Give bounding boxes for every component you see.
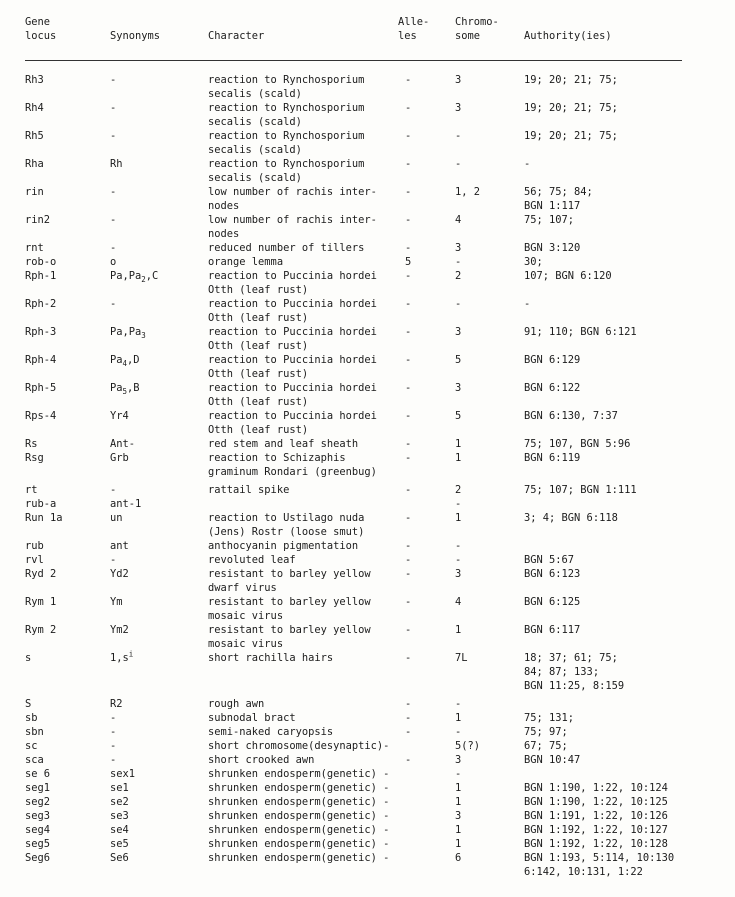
cell-alleles: - bbox=[405, 410, 412, 422]
cell-gene-locus: Rph-3 bbox=[25, 326, 57, 338]
cell-character: resistant to barley yellow mosaic virus bbox=[208, 624, 371, 650]
cell-character: low number of rachis inter- nodes bbox=[208, 186, 377, 212]
cell-gene-locus: rob-o bbox=[25, 256, 57, 268]
cell-gene-locus: Rps-4 bbox=[25, 410, 57, 422]
cell-chromosome: 6 bbox=[455, 852, 462, 864]
cell-synonyms: se5 bbox=[110, 838, 129, 850]
cell-chromosome: 4 bbox=[455, 596, 462, 608]
header-gene-locus: Gene locus bbox=[25, 16, 57, 42]
cell-chromosome: 5(?) bbox=[455, 740, 481, 752]
cell-character: shrunken endosperm(genetic) - bbox=[208, 768, 390, 780]
cell-synonyms: sex1 bbox=[110, 768, 136, 780]
table-row bbox=[0, 185, 735, 213]
cell-chromosome: 3 bbox=[455, 382, 462, 394]
cell-synonyms: - bbox=[110, 754, 117, 766]
table-row bbox=[0, 213, 735, 241]
cell-authority: BGN 3:120 bbox=[524, 242, 581, 254]
cell-character: rough awn bbox=[208, 698, 265, 710]
cell-authority: BGN 6:119 bbox=[524, 452, 581, 464]
cell-character: resistant to barley yellow mosaic virus bbox=[208, 596, 371, 622]
cell-character: reaction to Puccinia hordei Otth (leaf rust) bbox=[208, 298, 377, 324]
cell-gene-locus: S bbox=[25, 698, 32, 710]
cell-synonyms: $1,s^i$ bbox=[110, 649, 134, 664]
cell-alleles: - bbox=[405, 698, 412, 710]
cell-character: rattail spike bbox=[208, 484, 290, 496]
cell-gene-locus: sb bbox=[25, 712, 38, 724]
cell-synonyms: $Pa,Pa_3$ bbox=[110, 326, 146, 341]
cell-alleles: - bbox=[405, 382, 412, 394]
cell-authority: 91; 110; BGN 6:121 bbox=[524, 326, 637, 338]
cell-character: low number of rachis inter- nodes bbox=[208, 214, 377, 240]
cell-gene-locus: sca bbox=[25, 754, 44, 766]
cell-character: red stem and leaf sheath bbox=[208, 438, 359, 450]
cell-authority: 18; 37; 61; 75; 84; 87; 133; BGN 11:25, 8:159 bbox=[524, 652, 625, 692]
cell-gene-locus: Run 1a bbox=[25, 512, 63, 524]
table-row bbox=[0, 651, 735, 697]
cell-gene-locus: rub-a bbox=[25, 498, 57, 510]
cell-synonyms: Grb bbox=[110, 452, 129, 464]
cell-synonyms: Ym bbox=[110, 596, 123, 608]
cell-gene-locus: rvl bbox=[25, 554, 44, 566]
header-chromosome: Chromo- some bbox=[455, 16, 499, 42]
cell-chromosome: - bbox=[455, 540, 462, 552]
cell-synonyms: - bbox=[110, 554, 117, 566]
cell-synonyms: Yr4 bbox=[110, 410, 129, 422]
table-row bbox=[0, 851, 735, 879]
cell-chromosome: 5 bbox=[455, 410, 462, 422]
cell-synonyms: $Pa_4,D$ bbox=[110, 354, 140, 369]
cell-synonyms: - bbox=[110, 102, 117, 114]
cell-gene-locus: seg4 bbox=[25, 824, 51, 836]
cell-gene-locus: Rsg bbox=[25, 452, 44, 464]
cell-character: short rachilla hairs bbox=[208, 652, 334, 664]
cell-gene-locus: sbn bbox=[25, 726, 44, 738]
table-row bbox=[0, 409, 735, 437]
cell-chromosome: 3 bbox=[455, 242, 462, 254]
cell-chromosome: 1 bbox=[455, 438, 462, 450]
cell-authority: 56; 75; 84; BGN 1:117 bbox=[524, 186, 593, 212]
cell-gene-locus: Rph-1 bbox=[25, 270, 57, 282]
cell-chromosome: - bbox=[455, 256, 462, 268]
cell-chromosome: - bbox=[455, 158, 462, 170]
cell-synonyms: $Pa_5,B$ bbox=[110, 382, 140, 397]
cell-alleles: - bbox=[405, 102, 412, 114]
cell-alleles: - bbox=[405, 214, 412, 226]
cell-synonyms: $Pa,Pa_2,C$ bbox=[110, 270, 159, 285]
cell-alleles: - bbox=[405, 326, 412, 338]
header-authority: Authority(ies) bbox=[524, 30, 612, 42]
cell-alleles: - bbox=[405, 130, 412, 142]
cell-character: reaction to Rynchosporium secalis (scald) bbox=[208, 74, 365, 100]
cell-alleles: - bbox=[405, 484, 412, 496]
cell-gene-locus: Rym 1 bbox=[25, 596, 57, 608]
cell-synonyms: se3 bbox=[110, 810, 129, 822]
cell-authority: 19; 20; 21; 75; bbox=[524, 74, 618, 86]
cell-chromosome: 3 bbox=[455, 326, 462, 338]
cell-alleles: - bbox=[405, 270, 412, 282]
table-row bbox=[0, 483, 735, 497]
cell-gene-locus: Rs bbox=[25, 438, 38, 450]
table-row bbox=[0, 73, 735, 101]
cell-synonyms: Ym2 bbox=[110, 624, 129, 636]
cell-gene-locus: Rh4 bbox=[25, 102, 44, 114]
cell-authority: BGN 6:122 bbox=[524, 382, 581, 394]
cell-synonyms: se1 bbox=[110, 782, 129, 794]
table-row bbox=[0, 497, 735, 511]
cell-alleles: - bbox=[405, 186, 412, 198]
cell-authority: BGN 1:192, 1:22, 10:128 bbox=[524, 838, 668, 850]
cell-character: anthocyanin pigmentation bbox=[208, 540, 359, 552]
cell-alleles: - bbox=[405, 298, 412, 310]
cell-chromosome: 3 bbox=[455, 810, 462, 822]
cell-character: revoluted leaf bbox=[208, 554, 296, 566]
cell-gene-locus: seg2 bbox=[25, 796, 51, 808]
cell-authority: BGN 10:47 bbox=[524, 754, 581, 766]
cell-alleles: - bbox=[405, 754, 412, 766]
cell-character: reaction to Rynchosporium secalis (scald) bbox=[208, 102, 365, 128]
table-row bbox=[0, 255, 735, 269]
cell-chromosome: - bbox=[455, 498, 462, 510]
cell-authority: 30; bbox=[524, 256, 543, 268]
cell-alleles: - bbox=[405, 554, 412, 566]
table-row bbox=[0, 823, 735, 837]
cell-chromosome: 3 bbox=[455, 754, 462, 766]
cell-authority: 19; 20; 21; 75; bbox=[524, 102, 618, 114]
cell-character: short crooked awn bbox=[208, 754, 315, 766]
cell-alleles: - bbox=[405, 596, 412, 608]
cell-chromosome: 1 bbox=[455, 452, 462, 464]
table-row bbox=[0, 753, 735, 767]
cell-chromosome: 4 bbox=[455, 214, 462, 226]
cell-gene-locus: rnt bbox=[25, 242, 44, 254]
cell-gene-locus: Rha bbox=[25, 158, 44, 170]
cell-synonyms: Ant- bbox=[110, 438, 136, 450]
cell-character: semi-naked caryopsis bbox=[208, 726, 334, 738]
cell-alleles: - bbox=[405, 712, 412, 724]
table-row bbox=[0, 567, 735, 595]
table-row bbox=[0, 437, 735, 451]
cell-synonyms: Se6 bbox=[110, 852, 129, 864]
table-row bbox=[0, 697, 735, 711]
cell-character: reaction to Puccinia hordei Otth (leaf rust) bbox=[208, 382, 377, 408]
cell-synonyms: se4 bbox=[110, 824, 129, 836]
cell-synonyms: R2 bbox=[110, 698, 123, 710]
table-row bbox=[0, 623, 735, 651]
cell-gene-locus: Rph-4 bbox=[25, 354, 57, 366]
table-row bbox=[0, 451, 735, 483]
table-row bbox=[0, 101, 735, 129]
cell-character: subnodal bract bbox=[208, 712, 296, 724]
table-row bbox=[0, 353, 735, 381]
cell-chromosome: 1 bbox=[455, 624, 462, 636]
cell-character: shrunken endosperm(genetic) - bbox=[208, 782, 390, 794]
cell-chromosome: 1 bbox=[455, 824, 462, 836]
cell-synonyms: - bbox=[110, 740, 117, 752]
cell-authority: 19; 20; 21; 75; bbox=[524, 130, 618, 142]
table-row bbox=[0, 539, 735, 553]
cell-character: shrunken endosperm(genetic) - bbox=[208, 838, 390, 850]
cell-gene-locus: Rh3 bbox=[25, 74, 44, 86]
cell-synonyms: un bbox=[110, 512, 123, 524]
table-row bbox=[0, 837, 735, 851]
cell-character: reaction to Rynchosporium secalis (scald) bbox=[208, 158, 365, 184]
cell-chromosome: - bbox=[455, 768, 462, 780]
cell-character: shrunken endosperm(genetic) - bbox=[208, 810, 390, 822]
cell-synonyms: Rh bbox=[110, 158, 123, 170]
cell-character: shrunken endosperm(genetic) - bbox=[208, 852, 390, 864]
cell-alleles: - bbox=[405, 624, 412, 636]
cell-alleles: - bbox=[405, 568, 412, 580]
cell-alleles: - bbox=[405, 158, 412, 170]
cell-gene-locus: seg5 bbox=[25, 838, 51, 850]
table-row bbox=[0, 767, 735, 781]
cell-authority: BGN 6:117 bbox=[524, 624, 581, 636]
cell-synonyms: - bbox=[110, 712, 117, 724]
cell-authority: BGN 6:123 bbox=[524, 568, 581, 580]
cell-alleles: - bbox=[405, 74, 412, 86]
table-row bbox=[0, 269, 735, 297]
cell-gene-locus: Seg6 bbox=[25, 852, 51, 864]
cell-gene-locus: rub bbox=[25, 540, 44, 552]
table-row bbox=[0, 781, 735, 795]
cell-chromosome: 1 bbox=[455, 712, 462, 724]
table-row bbox=[0, 511, 735, 539]
table-body bbox=[0, 73, 735, 879]
cell-gene-locus: sc bbox=[25, 740, 38, 752]
cell-synonyms: - bbox=[110, 726, 117, 738]
cell-chromosome: - bbox=[455, 726, 462, 738]
cell-gene-locus: Rh5 bbox=[25, 130, 44, 142]
cell-synonyms: o bbox=[110, 256, 117, 268]
cell-synonyms: ant-1 bbox=[110, 498, 142, 510]
cell-gene-locus: seg1 bbox=[25, 782, 51, 794]
cell-character: reaction to Ustilago nuda (Jens) Rostr (loose smut) bbox=[208, 512, 365, 538]
cell-alleles: - bbox=[405, 438, 412, 450]
cell-alleles: - bbox=[405, 726, 412, 738]
table-row bbox=[0, 325, 735, 353]
cell-authority: 75; 107; BGN 1:111 bbox=[524, 484, 637, 496]
cell-authority: - bbox=[524, 158, 531, 170]
cell-synonyms: - bbox=[110, 74, 117, 86]
table-row bbox=[0, 739, 735, 753]
cell-chromosome: 1 bbox=[455, 838, 462, 850]
cell-synonyms: se2 bbox=[110, 796, 129, 808]
cell-gene-locus: s bbox=[25, 652, 32, 664]
cell-alleles: - bbox=[405, 512, 412, 524]
cell-synonyms: - bbox=[110, 130, 117, 142]
cell-character: reaction to Puccinia hordei Otth (leaf rust) bbox=[208, 410, 377, 436]
table-row bbox=[0, 297, 735, 325]
cell-chromosome: - bbox=[455, 298, 462, 310]
cell-synonyms: Yd2 bbox=[110, 568, 129, 580]
cell-authority: BGN 6:130, 7:37 bbox=[524, 410, 618, 422]
cell-chromosome: - bbox=[455, 698, 462, 710]
table-row bbox=[0, 129, 735, 157]
cell-alleles: - bbox=[405, 242, 412, 254]
cell-authority: 75; 97; bbox=[524, 726, 568, 738]
cell-gene-locus: rin bbox=[25, 186, 44, 198]
header-rule bbox=[25, 60, 682, 61]
cell-authority: - bbox=[524, 298, 531, 310]
cell-authority: 75; 107; bbox=[524, 214, 575, 226]
table-header bbox=[0, 15, 735, 47]
cell-chromosome: - bbox=[455, 130, 462, 142]
table-row bbox=[0, 711, 735, 725]
cell-gene-locus: rin2 bbox=[25, 214, 51, 226]
cell-authority: BGN 1:190, 1:22, 10:125 bbox=[524, 796, 668, 808]
cell-chromosome: 1 bbox=[455, 512, 462, 524]
cell-character: short chromosome(desynaptic)- bbox=[208, 740, 390, 752]
cell-gene-locus: se 6 bbox=[25, 768, 51, 780]
cell-authority: BGN 6:129 bbox=[524, 354, 581, 366]
table-row bbox=[0, 381, 735, 409]
cell-alleles: - bbox=[405, 652, 412, 664]
cell-chromosome: 1 bbox=[455, 782, 462, 794]
cell-alleles: - bbox=[405, 354, 412, 366]
cell-chromosome: 7L bbox=[455, 652, 468, 664]
cell-character: reaction to Schizaphis graminum Rondari (greenbug) bbox=[208, 452, 377, 478]
cell-chromosome: 1, 2 bbox=[455, 186, 481, 198]
cell-alleles: - bbox=[405, 452, 412, 464]
header-synonyms: Synonyms bbox=[110, 30, 161, 42]
cell-character: orange lemma bbox=[208, 256, 284, 268]
cell-authority: BGN 1:192, 1:22, 10:127 bbox=[524, 824, 668, 836]
cell-synonyms: - bbox=[110, 484, 117, 496]
cell-chromosome: 2 bbox=[455, 484, 462, 496]
cell-character: reaction to Puccinia hordei Otth (leaf rust) bbox=[208, 326, 377, 352]
cell-gene-locus: Ryd 2 bbox=[25, 568, 57, 580]
cell-synonyms: ant bbox=[110, 540, 129, 552]
cell-synonyms: - bbox=[110, 214, 117, 226]
header-character: Character bbox=[208, 30, 265, 42]
cell-character: reaction to Rynchosporium secalis (scald) bbox=[208, 130, 365, 156]
cell-character: shrunken endosperm(genetic) - bbox=[208, 824, 390, 836]
cell-authority: BGN 6:125 bbox=[524, 596, 581, 608]
cell-character: shrunken endosperm(genetic) - bbox=[208, 796, 390, 808]
cell-alleles: 5 bbox=[405, 256, 412, 268]
cell-authority: 67; 75; bbox=[524, 740, 568, 752]
cell-gene-locus: seg3 bbox=[25, 810, 51, 822]
cell-authority: 107; BGN 6:120 bbox=[524, 270, 612, 282]
cell-chromosome: 3 bbox=[455, 568, 462, 580]
cell-character: reaction to Puccinia hordei Otth (leaf rust) bbox=[208, 270, 377, 296]
cell-chromosome: 3 bbox=[455, 102, 462, 114]
cell-synonyms: - bbox=[110, 242, 117, 254]
table-row bbox=[0, 241, 735, 255]
cell-chromosome: 2 bbox=[455, 270, 462, 282]
table-row bbox=[0, 795, 735, 809]
cell-gene-locus: rt bbox=[25, 484, 38, 496]
cell-synonyms: - bbox=[110, 186, 117, 198]
cell-synonyms: - bbox=[110, 298, 117, 310]
cell-character: reaction to Puccinia hordei Otth (leaf rust) bbox=[208, 354, 377, 380]
cell-authority: 75; 107, BGN 5:96 bbox=[524, 438, 631, 450]
cell-gene-locus: Rph-5 bbox=[25, 382, 57, 394]
cell-authority: BGN 1:193, 5:114, 10:130 6:142, 10:131, 1:22 bbox=[524, 852, 675, 878]
cell-chromosome: - bbox=[455, 554, 462, 566]
table-row bbox=[0, 157, 735, 185]
cell-chromosome: 1 bbox=[455, 796, 462, 808]
table-row bbox=[0, 553, 735, 567]
cell-character: resistant to barley yellow dwarf virus bbox=[208, 568, 371, 594]
cell-authority: 75; 131; bbox=[524, 712, 575, 724]
cell-gene-locus: Rym 2 bbox=[25, 624, 57, 636]
cell-chromosome: 3 bbox=[455, 74, 462, 86]
cell-authority: BGN 1:191, 1:22, 10:126 bbox=[524, 810, 668, 822]
cell-character: reduced number of tillers bbox=[208, 242, 365, 254]
cell-chromosome: 5 bbox=[455, 354, 462, 366]
cell-authority: 3; 4; BGN 6:118 bbox=[524, 512, 618, 524]
cell-gene-locus: Rph-2 bbox=[25, 298, 57, 310]
header-alleles: Alle- les bbox=[398, 16, 430, 42]
table-row bbox=[0, 809, 735, 823]
cell-authority: BGN 5:67 bbox=[524, 554, 575, 566]
table-row bbox=[0, 595, 735, 623]
cell-alleles: - bbox=[405, 540, 412, 552]
cell-authority: BGN 1:190, 1:22, 10:124 bbox=[524, 782, 668, 794]
table-row bbox=[0, 725, 735, 739]
